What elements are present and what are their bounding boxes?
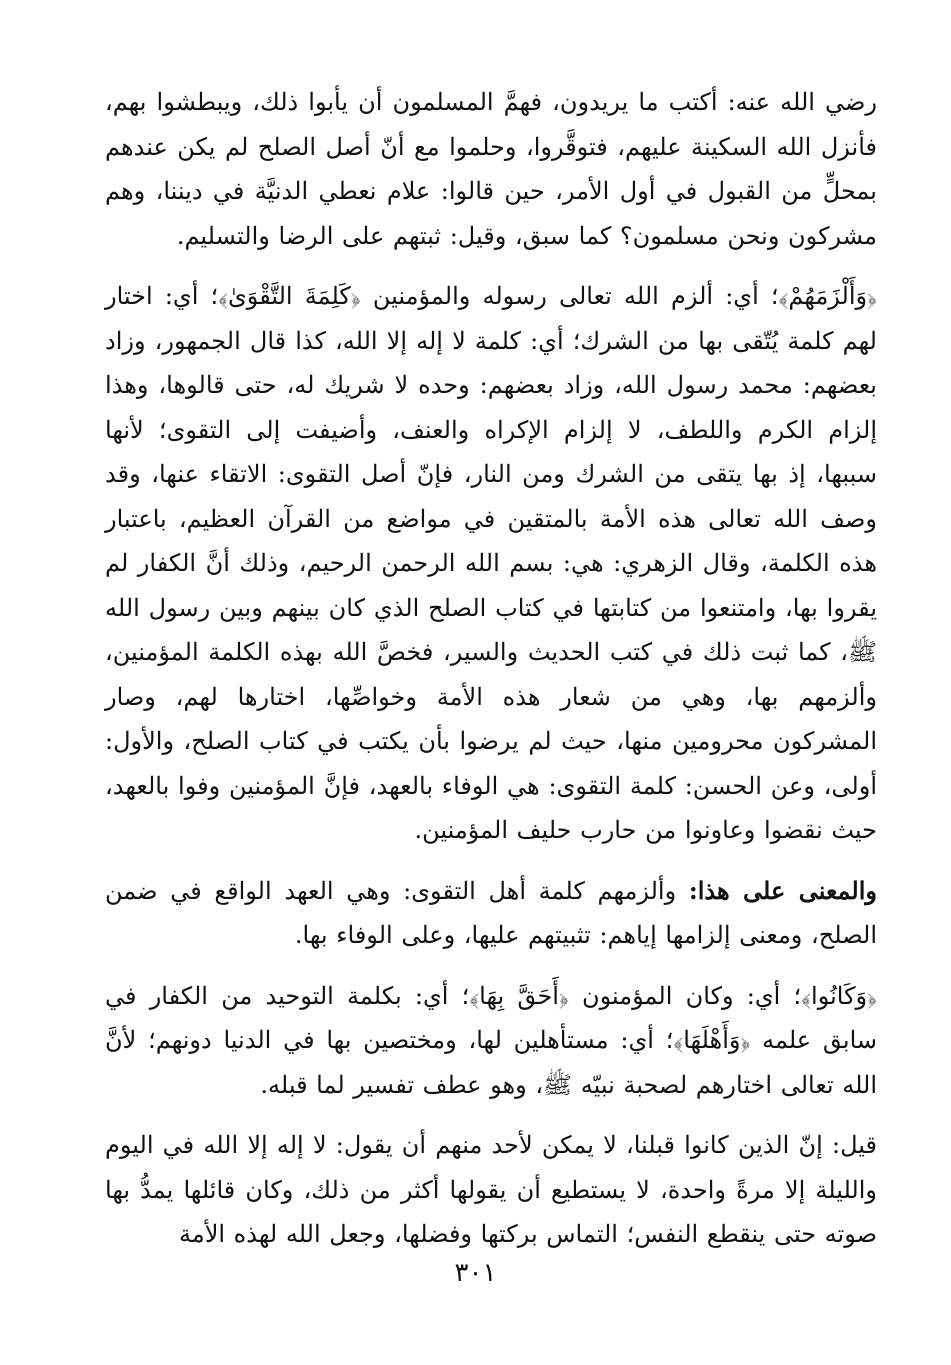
paragraph-2 bbox=[105, 274, 877, 853]
paragraph-text: ﴿وَأَلْزَمَهُمْ﴾؛ أي: ألزم الله تعالى رسوله والمؤمنين ﴿كَلِمَةَ التَّقْوَىٰ﴾؛ أي: اختار لهم كلمة يُتّقى بها من الشرك؛ أي: كلمة لا إله إلا الله، كذا قال الجمهور، وزاد بعضهم: محمد رسول الله، وزاد بعضهم: وحده لا شريك له، حتى قالوها، وهذا إلزام الكرم واللطف، لا إلزام الإكراه والعنف، وأضيفت إلى التقوى؛ لأنها سببها، إذ بها يتقى من الشرك ومن النار، فإنّ أصل التقوى: الاتقاء عنها، وقد وصف الله تعالى هذه الأمة بالمتقين في مواضع من القرآن العظيم، باعتبار هذه الكلمة، وقال الزهري: هي: بسم الله الرحمن الرحيم، وذلك أنَّ الكفار لم يقروا بها، وامتنعوا من كتابتها في كتاب الصلح الذي كان بينهم وبين رسول الله ﷺ، كما ثبت ذلك في كتب الحديث والسير، فخصَّ الله بهذه الكلمة المؤمنين، وألزمهم بها، وهي من شعار هذه الأمة وخواصِّها، اختارها لهم، وصار المشركون محرومين منها، حيث لم يرضوا بأن يكتب في كتاب الصلح، والأول: أولى، وعن الحسن: كلمة التقوى: هي الوفاء بالعهد، فإنَّ المؤمنين وفوا بالعهد، حيث نقضوا وعاونوا من حارب حليف المؤمنين. bbox=[105, 282, 877, 844]
paragraph-4 bbox=[105, 974, 877, 1108]
paragraph-text: ﴿وَكَانُوا﴾؛ أي: وكان المؤمنون ﴿أَحَقَّ بِهَا﴾؛ أي: بكلمة التوحيد من الكفار في سابق علمه ﴿وَأَهْلَهَا﴾؛ أي: مستأهلين لها، ومختصين بها في الدنيا دونهم؛ لأنَّ الله تعالى اختارهم لصحبة نبيّه ﷺ، وهو عطف تفسير لما قبله. bbox=[105, 981, 877, 1099]
paragraph-1 bbox=[105, 80, 877, 258]
page-number: ٣٠١ bbox=[454, 1258, 497, 1288]
paragraph-3 bbox=[105, 869, 877, 958]
paragraph-text: رضي الله عنه: أكتب ما يريدون، فهمَّ المسلمون أن يأبوا ذلك، ويبطشوا بهم، فأنزل الله السكينة عليهم، فتوقَّروا، وحلموا مع أنّ أصل الصلح لم يكن عندهم بمحلٍّ من القبول في أول الأمر، حين قالوا: علام نعطي الدنيَّة في ديننا، وهم مشركون ونحن مسلمون؟ كما سبق، وقيل: ثبتهم على الرضا والتسليم. bbox=[105, 88, 877, 250]
paragraph-text: قيل: إنّ الذين كانوا قبلنا، لا يمكن لأحد منهم أن يقول: لا إله إلا الله في اليوم والليلة إلا مرةً واحدة، لا يستطيع أن يقولها أكثر من ذلك، وكان قائلها يمدُّ بها صوته حتى ينقطع النفس؛ التماس بركتها وفضلها، وجعل الله لهذه الأمة bbox=[105, 1131, 877, 1248]
page-body bbox=[105, 80, 877, 1273]
paragraph-5 bbox=[105, 1123, 877, 1257]
paragraph-text: وألزمهم كلمة أهل التقوى: وهي العهد الواقع في ضمن الصلح، ومعنى إلزامها إياهم: تثبيتهم عليها، وعلى الوفاء بها. bbox=[105, 876, 877, 949]
paragraph-lead: والمعنى على هذا: bbox=[688, 875, 877, 905]
